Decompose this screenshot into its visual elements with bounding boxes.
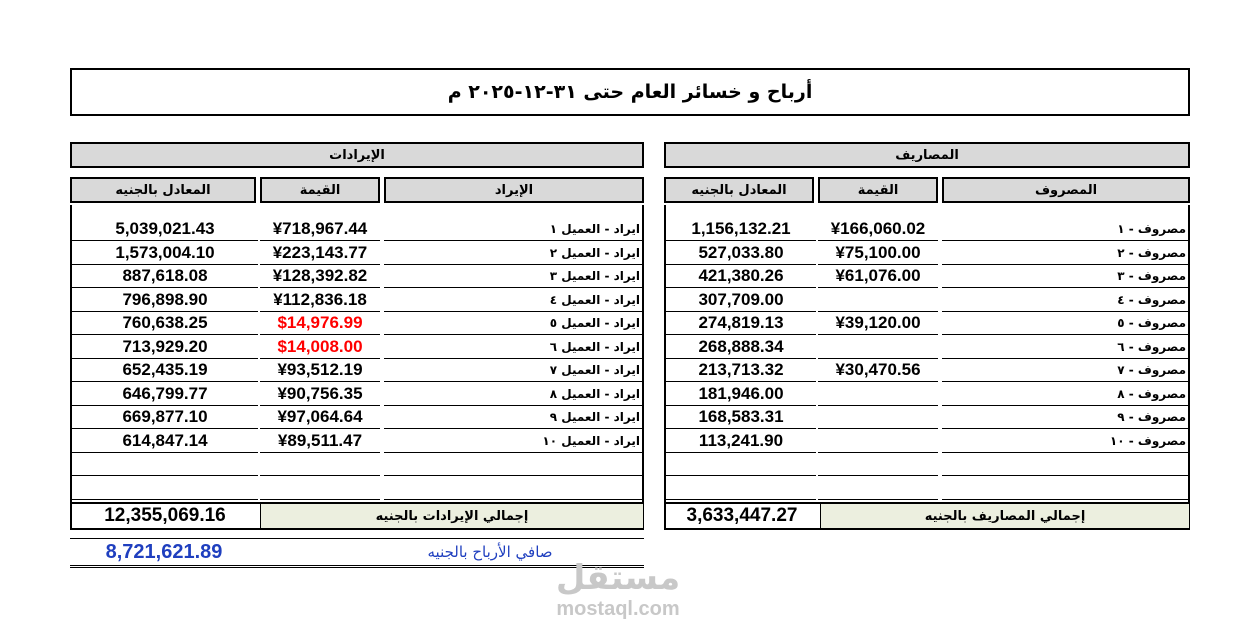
revenues-cell-value — [260, 477, 380, 500]
revenues-cell-item: ايراد - العميل ٧ — [384, 359, 642, 382]
expenses-col-value: القيمة — [818, 177, 938, 203]
expenses-cell-value: ¥61,076.00 — [818, 265, 938, 288]
revenues-cell-value: ¥89,511.47 — [260, 430, 380, 453]
expenses-cell-value: ¥30,470.56 — [818, 359, 938, 382]
revenues-cell-equivalent: 713,929.20 — [72, 336, 258, 359]
revenues-col-value: القيمة — [260, 177, 380, 203]
expenses-cell-equivalent: 181,946.00 — [666, 383, 816, 406]
net-profit-label: صافي الأرباح بالجنيه — [427, 543, 553, 561]
expenses-cell-value — [818, 406, 938, 429]
revenues-col-item: الإيراد — [384, 177, 644, 203]
expenses-total-value: 3,633,447.27 — [686, 505, 798, 526]
watermark-logo — [538, 558, 698, 628]
revenues-cell-item — [384, 453, 642, 476]
revenues-cell-item: ايراد - العميل ٨ — [384, 383, 642, 406]
revenues-cell-value: ¥128,392.82 — [260, 265, 380, 288]
revenues-total-value: 12,355,069.16 — [104, 505, 226, 526]
revenues-cell-value: ¥223,143.77 — [260, 242, 380, 265]
expenses-cell-value — [818, 453, 938, 476]
expenses-section-header: المصاريف — [664, 142, 1190, 168]
expenses-cell-item: مصروف - ٢ — [942, 242, 1188, 265]
expenses-cell-equivalent: 421,380.26 — [666, 265, 816, 288]
revenues-cell-equivalent: 669,877.10 — [72, 406, 258, 429]
expenses-cell-item: مصروف - ١٠ — [942, 430, 1188, 453]
revenues-cell-equivalent — [72, 477, 258, 500]
expenses-cell-value: ¥39,120.00 — [818, 312, 938, 335]
revenues-col-equivalent: المعادل بالجنيه — [70, 177, 256, 203]
expenses-cell-value — [818, 477, 938, 500]
watermark-arabic: مستقل — [555, 558, 681, 598]
revenues-cell-equivalent: 760,638.25 — [72, 312, 258, 335]
expenses-cell-equivalent — [666, 453, 816, 476]
revenues-cell-item: ايراد - العميل ٦ — [384, 336, 642, 359]
revenues-cell-equivalent: 887,618.08 — [72, 265, 258, 288]
revenues-cell-item: ايراد - العميل ٥ — [384, 312, 642, 335]
revenues-cell-value: ¥93,512.19 — [260, 359, 380, 382]
expenses-cell-item — [942, 477, 1188, 500]
revenues-cell-equivalent: 5,039,021.43 — [72, 218, 258, 241]
expenses-cell-item — [942, 453, 1188, 476]
revenues-cell-item: ايراد - العميل ٤ — [384, 289, 642, 312]
revenues-cell-equivalent: 614,847.14 — [72, 430, 258, 453]
expenses-cell-item: مصروف - ٤ — [942, 289, 1188, 312]
expenses-cell-value — [818, 383, 938, 406]
expenses-cell-item: مصروف - ٣ — [942, 265, 1188, 288]
revenues-cell-value: ¥718,967.44 — [260, 218, 380, 241]
revenues-cell-equivalent: 646,799.77 — [72, 383, 258, 406]
expenses-cell-item: مصروف - ٧ — [942, 359, 1188, 382]
revenues-cell-item: ايراد - العميل ٢ — [384, 242, 642, 265]
revenues-total-label: إجمالي الإيرادات بالجنيه — [260, 504, 643, 528]
revenues-cell-item — [384, 477, 642, 500]
revenues-cell-equivalent: 796,898.90 — [72, 289, 258, 312]
revenues-cell-value: $14,976.99 — [260, 312, 380, 335]
expenses-table-frame — [664, 205, 1190, 502]
revenues-total-row — [70, 502, 644, 530]
expenses-cell-equivalent: 1,156,132.21 — [666, 218, 816, 241]
expenses-col-equivalent: المعادل بالجنيه — [664, 177, 814, 203]
revenues-cell-value: $14,008.00 — [260, 336, 380, 359]
expenses-cell-value: ¥166,060.02 — [818, 218, 938, 241]
revenues-cell-item: ايراد - العميل ٩ — [384, 406, 642, 429]
expenses-cell-item: مصروف - ٩ — [942, 406, 1188, 429]
expenses-cell-equivalent: 113,241.90 — [666, 430, 816, 453]
expenses-cell-equivalent: 268,888.34 — [666, 336, 816, 359]
net-profit-value: 8,721,621.89 — [105, 540, 223, 563]
expenses-cell-equivalent: 274,819.13 — [666, 312, 816, 335]
revenues-cell-value: ¥112,836.18 — [260, 289, 380, 312]
revenues-table-frame — [70, 205, 644, 502]
revenues-cell-equivalent: 652,435.19 — [72, 359, 258, 382]
expenses-cell-equivalent: 527,033.80 — [666, 242, 816, 265]
expenses-cell-value — [818, 336, 938, 359]
revenues-cell-value — [260, 453, 380, 476]
revenues-cell-equivalent: 1,573,004.10 — [72, 242, 258, 265]
revenues-section-header: الإيرادات — [70, 142, 644, 168]
expenses-cell-value: ¥75,100.00 — [818, 242, 938, 265]
expenses-total-row — [664, 502, 1190, 530]
report-title: أرباح و خسائر العام حتى ٣١-١٢-٢٠٢٥ م — [70, 68, 1190, 116]
revenues-cell-item: ايراد - العميل ١٠ — [384, 430, 642, 453]
expenses-cell-value — [818, 289, 938, 312]
expenses-cell-item: مصروف - ٦ — [942, 336, 1188, 359]
expenses-cell-item: مصروف - ١ — [942, 218, 1188, 241]
expenses-cell-item: مصروف - ٨ — [942, 383, 1188, 406]
revenues-cell-item: ايراد - العميل ٣ — [384, 265, 642, 288]
expenses-cell-equivalent: 213,713.32 — [666, 359, 816, 382]
expenses-total-label: إجمالي المصاريف بالجنيه — [820, 504, 1189, 528]
revenues-cell-value: ¥90,756.35 — [260, 383, 380, 406]
expenses-col-item: المصروف — [942, 177, 1190, 203]
revenues-cell-value: ¥97,064.64 — [260, 406, 380, 429]
revenues-cell-item: ايراد - العميل ١ — [384, 218, 642, 241]
expenses-cell-equivalent: 307,709.00 — [666, 289, 816, 312]
watermark-latin: mostaql.com — [556, 598, 680, 620]
expenses-cell-equivalent: 168,583.31 — [666, 406, 816, 429]
expenses-cell-item: مصروف - ٥ — [942, 312, 1188, 335]
expenses-cell-value — [818, 430, 938, 453]
expenses-cell-equivalent — [666, 477, 816, 500]
revenues-cell-equivalent — [72, 453, 258, 476]
